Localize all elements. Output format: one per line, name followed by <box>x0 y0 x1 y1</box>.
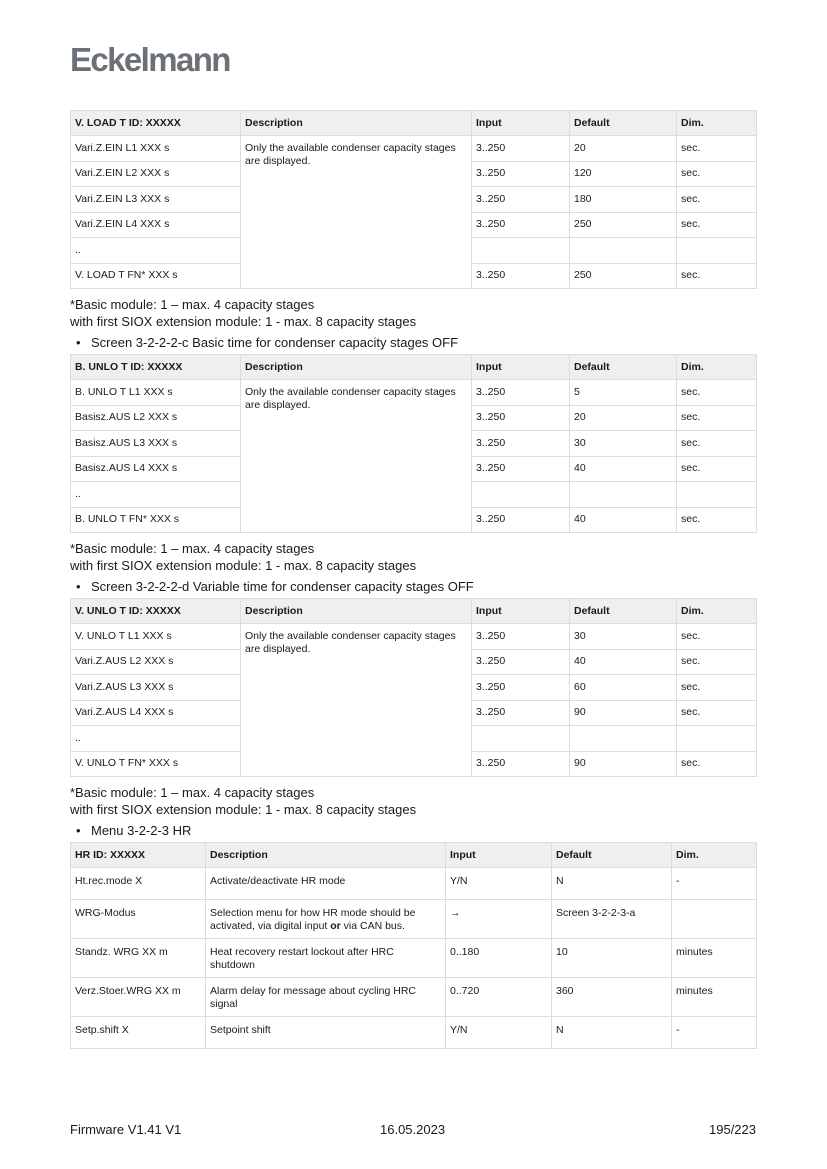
footnote-line: with first SIOX extension module: 1 - max. 8 capacity stages <box>70 558 417 573</box>
row-default: 30 <box>570 624 677 650</box>
header-id: V. UNLO T ID: XXXXX <box>71 599 241 624</box>
bullet-heading <box>76 822 756 839</box>
bullet-text: Screen 3-2-2-2-c Basic time for condenser capacity stages OFF <box>91 335 459 350</box>
footnote-line: with first SIOX extension module: 1 - max. 8 capacity stages <box>70 314 417 329</box>
row-description <box>206 978 446 1017</box>
table-header-row <box>71 843 757 868</box>
row-dim: sec. <box>677 161 757 187</box>
row-input: 3..250 <box>472 675 570 701</box>
row-default: 10 <box>552 939 672 978</box>
header-id: B. UNLO T ID: XXXXX <box>71 355 241 380</box>
header-description: Description <box>241 111 472 136</box>
description-text: Selection menu for how HR mode should be activated, via digital input <box>210 907 416 932</box>
table-header-row <box>71 355 757 380</box>
description-emphasis: or <box>330 920 341 932</box>
row-input: 3..250 <box>472 161 570 187</box>
description-cell: Only the available condenser capacity stages are displayed. <box>241 136 472 289</box>
row-default: 20 <box>570 405 677 431</box>
header-id: HR ID: XXXXX <box>71 843 206 868</box>
table-row <box>71 1017 757 1049</box>
description-text: Setpoint shift <box>210 1024 271 1036</box>
row-default: N <box>552 868 672 900</box>
table-header-row <box>71 599 757 624</box>
bullet-dot-icon: • <box>76 335 81 350</box>
row-name: .. <box>71 726 241 752</box>
row-name: Verz.Stoer.WRG XX m <box>71 978 206 1017</box>
row-name: Basisz.AUS L4 XXX s <box>71 456 241 482</box>
row-dim: sec. <box>677 649 757 675</box>
row-dim: sec. <box>677 507 757 533</box>
row-default: 5 <box>570 380 677 406</box>
unload-basic-time-table <box>70 354 757 533</box>
row-default: 250 <box>570 263 677 289</box>
header-input: Input <box>472 355 570 380</box>
row-default: 20 <box>570 136 677 162</box>
table-row <box>71 380 757 406</box>
row-default: Screen 3-2-2-3-a <box>552 900 672 939</box>
header-description: Description <box>241 355 472 380</box>
row-dim: sec. <box>677 187 757 213</box>
row-name: Vari.Z.AUS L4 XXX s <box>71 700 241 726</box>
row-name: Vari.Z.EIN L1 XXX s <box>71 136 241 162</box>
row-dim: sec. <box>677 263 757 289</box>
row-input: 3..250 <box>472 212 570 238</box>
row-name: Ht.rec.mode X <box>71 868 206 900</box>
row-dim: sec. <box>677 675 757 701</box>
load-time-table <box>70 110 757 289</box>
header-id: V. LOAD T ID: XXXXX <box>71 111 241 136</box>
row-default: 60 <box>570 675 677 701</box>
unload-variable-time-table <box>70 598 757 777</box>
row-name: V. LOAD T FN* XXX s <box>71 263 241 289</box>
row-input: 3..250 <box>472 507 570 533</box>
row-default <box>570 238 677 264</box>
row-input <box>472 726 570 752</box>
row-description <box>206 868 446 900</box>
row-input <box>472 482 570 508</box>
row-dim: sec. <box>677 431 757 457</box>
footnote-line: *Basic module: 1 – max. 4 capacity stages <box>70 785 315 800</box>
row-default: 40 <box>570 649 677 675</box>
hr-menu-table <box>70 842 757 1049</box>
row-name: Vari.Z.EIN L4 XXX s <box>71 212 241 238</box>
row-input <box>472 238 570 264</box>
row-dim <box>672 900 757 939</box>
row-name: Vari.Z.EIN L2 XXX s <box>71 161 241 187</box>
row-default: N <box>552 1017 672 1049</box>
page-content <box>70 110 756 1049</box>
footer-page-number: 195/223 <box>709 1122 756 1137</box>
eckelmann-logo: Eckelmann <box>70 41 230 78</box>
bullet-text: Menu 3-2-2-3 HR <box>91 823 192 838</box>
row-dim <box>677 726 757 752</box>
table-row <box>71 624 757 650</box>
description-text: Activate/deactivate HR mode <box>210 875 346 887</box>
row-input: 3..250 <box>472 751 570 777</box>
bullet-heading <box>76 578 756 595</box>
header-dim: Dim. <box>677 355 757 380</box>
table-row <box>71 900 757 939</box>
row-default: 30 <box>570 431 677 457</box>
row-name: Basisz.AUS L3 XXX s <box>71 431 241 457</box>
row-default: 40 <box>570 456 677 482</box>
footer-firmware: Firmware V1.41 V1 <box>70 1122 182 1137</box>
header-dim: Dim. <box>672 843 757 868</box>
header-default: Default <box>570 599 677 624</box>
row-dim: sec. <box>677 751 757 777</box>
row-dim: sec. <box>677 405 757 431</box>
row-dim: sec. <box>677 624 757 650</box>
row-input: 3..250 <box>472 263 570 289</box>
row-input: 3..250 <box>472 431 570 457</box>
header-description: Description <box>241 599 472 624</box>
footnote-line: *Basic module: 1 – max. 4 capacity stages <box>70 541 315 556</box>
row-input: 3..250 <box>472 624 570 650</box>
row-name: Vari.Z.EIN L3 XXX s <box>71 187 241 213</box>
header-default: Default <box>570 355 677 380</box>
row-dim <box>677 238 757 264</box>
row-name: Vari.Z.AUS L3 XXX s <box>71 675 241 701</box>
footnote-line: *Basic module: 1 – max. 4 capacity stages <box>70 297 315 312</box>
row-default: 40 <box>570 507 677 533</box>
header-description: Description <box>206 843 446 868</box>
row-input: Y/N <box>446 868 552 900</box>
header-dim: Dim. <box>677 599 757 624</box>
row-dim: sec. <box>677 700 757 726</box>
row-name: WRG-Modus <box>71 900 206 939</box>
row-dim: sec. <box>677 136 757 162</box>
row-dim: - <box>672 1017 757 1049</box>
row-dim: sec. <box>677 380 757 406</box>
row-dim: sec. <box>677 456 757 482</box>
header-dim: Dim. <box>677 111 757 136</box>
row-default: 250 <box>570 212 677 238</box>
row-default: 360 <box>552 978 672 1017</box>
row-default: 180 <box>570 187 677 213</box>
row-default <box>570 482 677 508</box>
row-name: B. UNLO T L1 XXX s <box>71 380 241 406</box>
row-dim: - <box>672 868 757 900</box>
row-default: 120 <box>570 161 677 187</box>
description-text: via CAN bus. <box>340 920 405 932</box>
row-name: .. <box>71 482 241 508</box>
header-default: Default <box>570 111 677 136</box>
footnote-line: with first SIOX extension module: 1 - max. 8 capacity stages <box>70 802 417 817</box>
row-name: Setp.shift X <box>71 1017 206 1049</box>
table-row <box>71 939 757 978</box>
row-input: 0..720 <box>446 978 552 1017</box>
description-text: Alarm delay for message about cycling HRC signal <box>210 985 417 1010</box>
row-description <box>206 1017 446 1049</box>
row-input-arrow-icon: → <box>446 900 552 939</box>
bullet-dot-icon: • <box>76 823 81 838</box>
row-input: 3..250 <box>472 649 570 675</box>
table-row <box>71 868 757 900</box>
row-name: B. UNLO T FN* XXX s <box>71 507 241 533</box>
row-default <box>570 726 677 752</box>
description-text: Heat recovery restart lockout after HRC shutdown <box>210 946 394 971</box>
page-footer <box>70 1122 756 1140</box>
header-input: Input <box>472 111 570 136</box>
table-header-row <box>71 111 757 136</box>
footer-date: 16.05.2023 <box>380 1122 446 1137</box>
row-name: .. <box>71 238 241 264</box>
row-input: 0..180 <box>446 939 552 978</box>
header-input: Input <box>472 599 570 624</box>
row-dim: minutes <box>672 978 757 1017</box>
row-input: 3..250 <box>472 136 570 162</box>
row-dim: minutes <box>672 939 757 978</box>
bullet-heading <box>76 334 756 351</box>
bullet-text: Screen 3-2-2-2-d Variable time for condenser capacity stages OFF <box>91 579 474 594</box>
row-description <box>206 939 446 978</box>
table-row <box>71 136 757 162</box>
row-name: Basisz.AUS L2 XXX s <box>71 405 241 431</box>
row-description <box>206 900 446 939</box>
row-input: 3..250 <box>472 187 570 213</box>
description-cell: Only the available condenser capacity stages are displayed. <box>241 380 472 533</box>
row-name: V. UNLO T L1 XXX s <box>71 624 241 650</box>
bullet-dot-icon: • <box>76 579 81 594</box>
header-input: Input <box>446 843 552 868</box>
row-input: Y/N <box>446 1017 552 1049</box>
row-default: 90 <box>570 700 677 726</box>
row-name: Standz. WRG XX m <box>71 939 206 978</box>
row-input: 3..250 <box>472 700 570 726</box>
row-input: 3..250 <box>472 405 570 431</box>
row-name: Vari.Z.AUS L2 XXX s <box>71 649 241 675</box>
row-default: 90 <box>570 751 677 777</box>
header-default: Default <box>552 843 672 868</box>
row-input: 3..250 <box>472 380 570 406</box>
row-name: V. UNLO T FN* XXX s <box>71 751 241 777</box>
row-dim <box>677 482 757 508</box>
description-cell: Only the available condenser capacity stages are displayed. <box>241 624 472 777</box>
table-row <box>71 978 757 1017</box>
row-input: 3..250 <box>472 456 570 482</box>
row-dim: sec. <box>677 212 757 238</box>
